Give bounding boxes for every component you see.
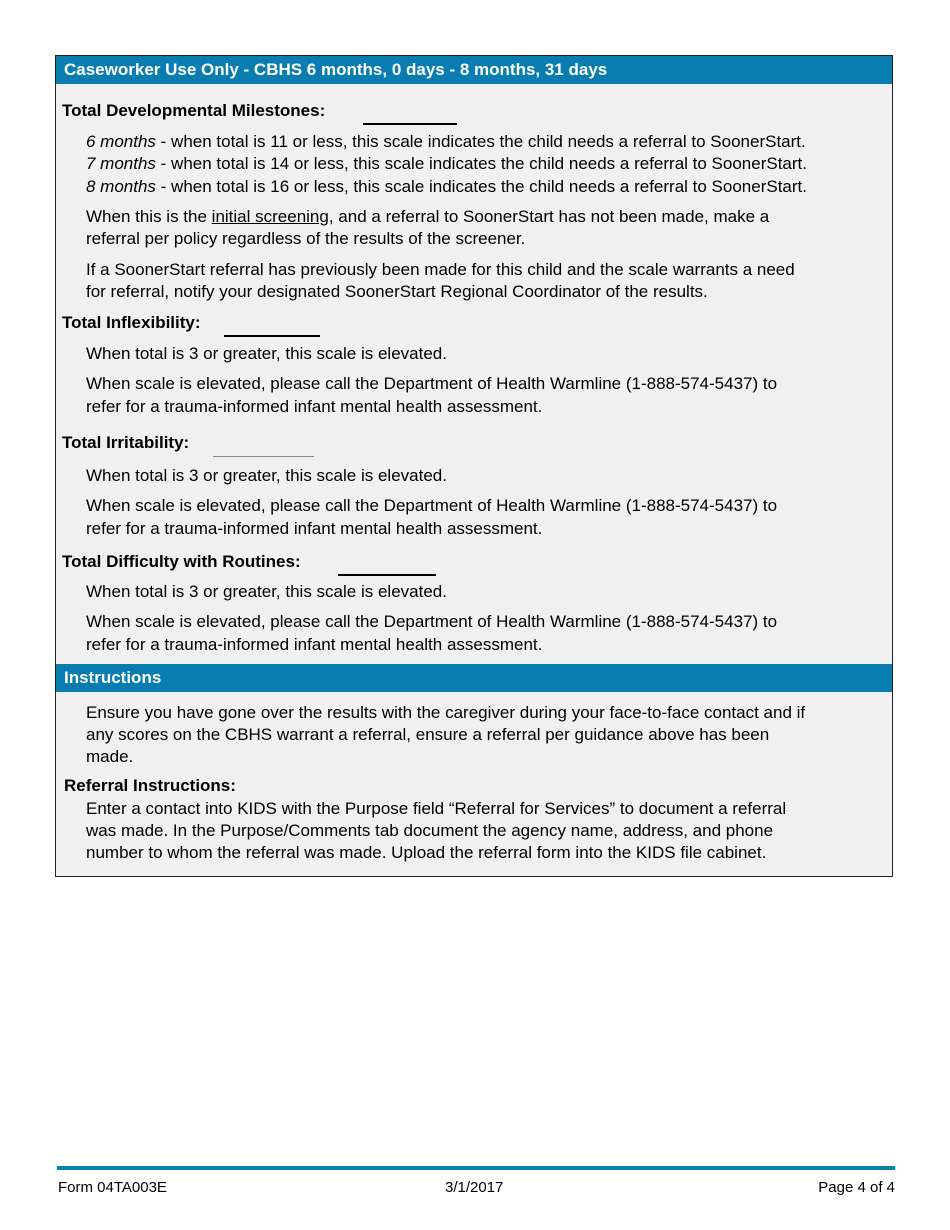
initial-screening-text-2: referral per policy regardless of the results of the screener.	[86, 229, 526, 248]
milestone-row-7: 7 months - when total is 14 or less, this scale indicates the child needs a referral to SoonerStart.	[86, 154, 807, 173]
milestone-row-6: 6 months - when total is 11 or less, this scale indicates the child needs a referral to SoonerStart.	[86, 132, 806, 151]
routines-label: Total Difficulty with Routines:	[62, 552, 301, 571]
instructions-ensure-text-2: any scores on the CBHS warrant a referral, ensure a referral per guidance above has been	[86, 725, 770, 744]
routines-warmline-text: When scale is elevated, please call the Department of Health Warmline (1-888-574-5437) to	[86, 612, 778, 631]
referral-instructions-label: Referral Instructions:	[64, 776, 236, 795]
referral-instructions-text-3: number to whom the referral was made. Upload the referral form into the KIDS file cabinet.	[86, 843, 767, 862]
instructions-ensure-text-3: made.	[86, 747, 134, 766]
referral-instructions-text-2: was made. In the Purpose/Comments tab document the agency name, address, and phone	[86, 821, 774, 840]
irritability-elevated-text: When total is 3 or greater, this scale is elevated.	[86, 466, 447, 485]
instructions-ensure-text: Ensure you have gone over the results with the caregiver during your face-to-face contact and if	[86, 703, 806, 722]
caseworker-form-box	[55, 55, 893, 877]
previous-referral-text: If a SoonerStart referral has previously been made for this child and the scale warrants a need	[86, 260, 795, 279]
referral-instructions-text: Enter a contact into KIDS with the Purpose field “Referral for Services” to document a referral	[86, 799, 787, 818]
irritability-warmline-text: When scale is elevated, please call the Department of Health Warmline (1-888-574-5437) to	[86, 496, 778, 515]
routines-warmline-text-2: refer for a trauma-informed infant mental health assessment.	[86, 635, 543, 654]
inflexibility-elevated-text: When total is 3 or greater, this scale is elevated.	[86, 344, 447, 363]
inflexibility-label: Total Inflexibility:	[62, 313, 201, 332]
footer-form-number: Form 04TA003E	[58, 1179, 167, 1196]
milestones-total-field[interactable]	[363, 123, 457, 125]
inflexibility-warmline-text: When scale is elevated, please call the Department of Health Warmline (1-888-574-5437) to	[86, 374, 778, 393]
footer-date: 3/1/2017	[445, 1179, 504, 1196]
irritability-total-field[interactable]	[213, 456, 314, 457]
routines-elevated-text: When total is 3 or greater, this scale is elevated.	[86, 582, 447, 601]
footer-rule	[57, 1166, 895, 1170]
initial-screening-link: initial screening	[211, 207, 329, 226]
instructions-header: Instructions	[56, 664, 892, 692]
initial-screening-text: When this is the initial screening, and a referral to SoonerStart has not been made, make a	[86, 207, 770, 226]
footer-page-number: Page 4 of 4	[818, 1179, 895, 1196]
inflexibility-total-field[interactable]	[224, 335, 320, 337]
inflexibility-warmline-text-2: refer for a trauma-informed infant mental health assessment.	[86, 397, 543, 416]
milestones-label: Total Developmental Milestones:	[62, 101, 326, 120]
irritability-label: Total Irritability:	[62, 433, 190, 452]
routines-total-field[interactable]	[338, 574, 436, 576]
irritability-warmline-text-2: refer for a trauma-informed infant mental health assessment.	[86, 519, 543, 538]
previous-referral-text-2: for referral, notify your designated SoonerStart Regional Coordinator of the results.	[86, 282, 708, 301]
caseworker-header: Caseworker Use Only - CBHS 6 months, 0 days - 8 months, 31 days	[56, 56, 892, 84]
milestone-row-8: 8 months - when total is 16 or less, this scale indicates the child needs a referral to SoonerStart.	[86, 177, 807, 196]
